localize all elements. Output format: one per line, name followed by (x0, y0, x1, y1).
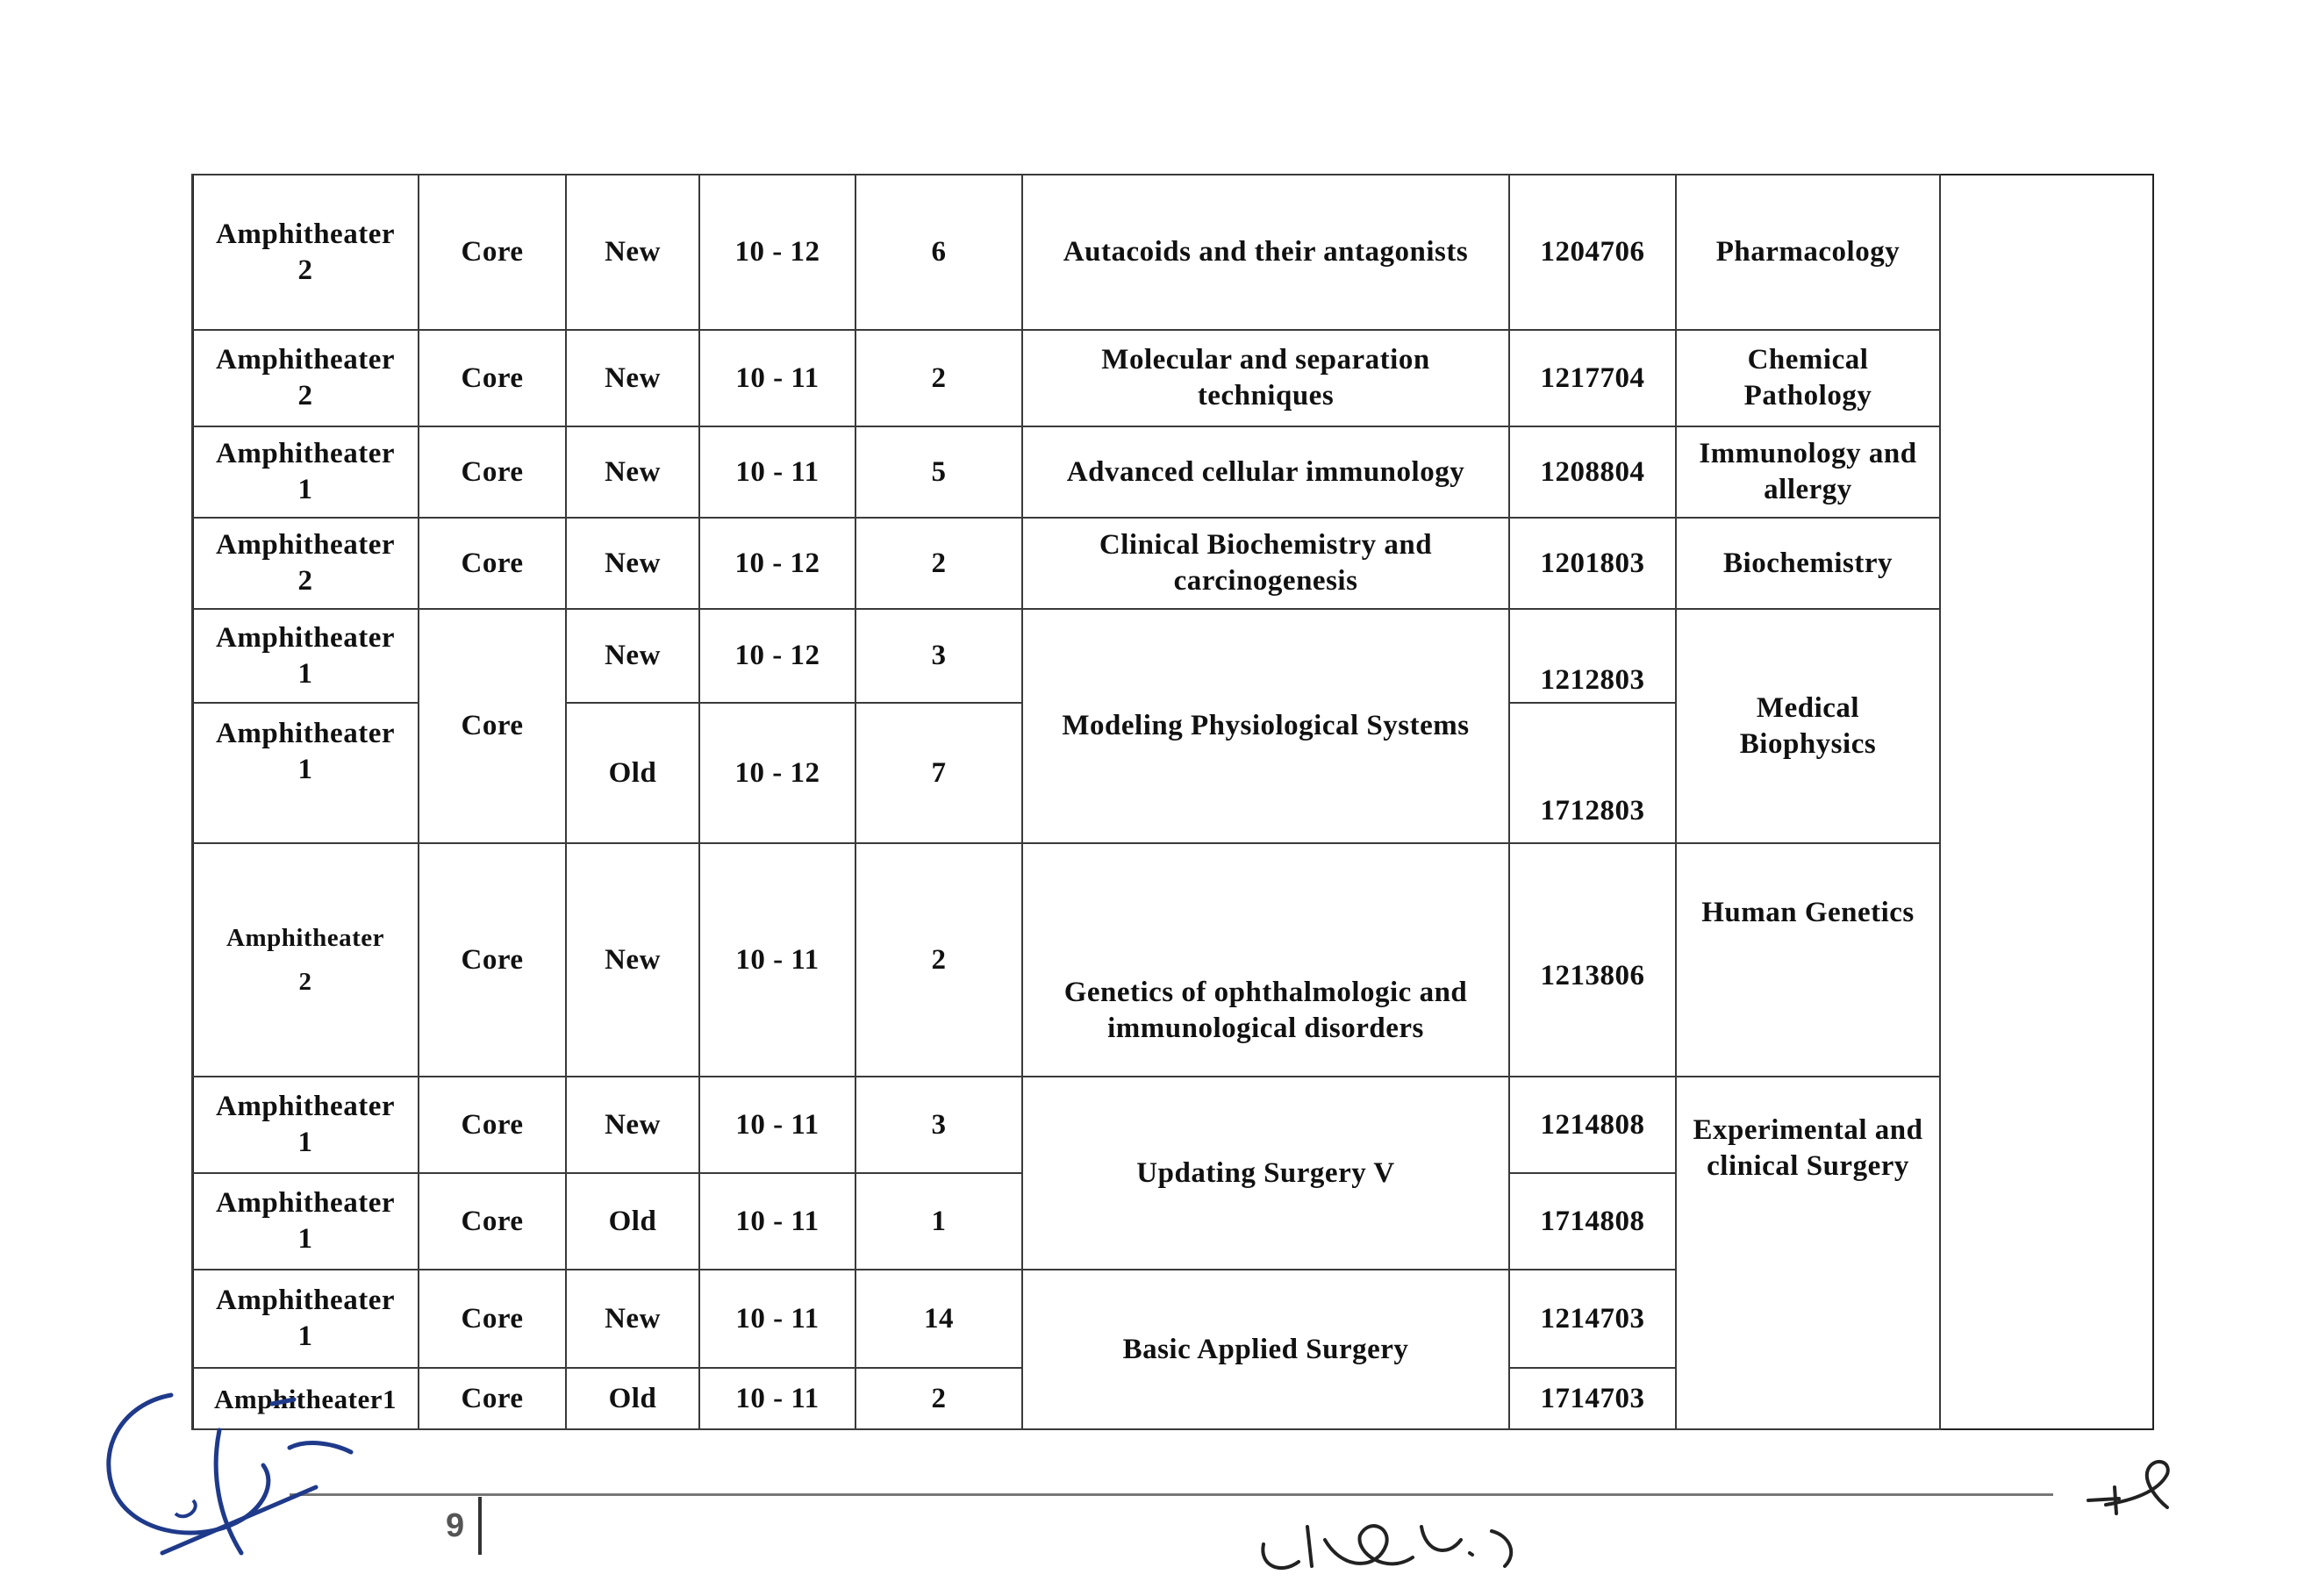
type-cell: Core (419, 1368, 566, 1429)
table-row (192, 330, 1940, 426)
count-cell: 3 (855, 1077, 1022, 1173)
time-cell: 10 - 12 (699, 518, 855, 609)
status-cell: Old (566, 1173, 699, 1270)
table-row (192, 1077, 1940, 1173)
course-cell: Genetics of ophthalmologic and immunological disorders (1022, 843, 1509, 1077)
signature-right (2080, 1439, 2185, 1527)
department-cell: Medical Biophysics (1676, 609, 1940, 843)
course-cell: Clinical Biochemistry and carcinogenesis (1022, 518, 1509, 609)
count-cell: 2 (855, 843, 1022, 1077)
course-cell: Molecular and separation techniques (1022, 330, 1509, 426)
status-cell: New (566, 330, 699, 426)
location-cell: Amphitheater 1 (192, 1077, 419, 1173)
time-cell: 10 - 11 (699, 426, 855, 518)
type-cell: Core (419, 175, 566, 330)
time-cell: 10 - 11 (699, 1270, 855, 1368)
footer-rule (290, 1493, 2053, 1496)
type-cell: Core (419, 518, 566, 609)
time-cell: 10 - 11 (699, 1368, 855, 1429)
count-cell: 2 (855, 518, 1022, 609)
status-cell: New (566, 175, 699, 330)
location-cell: Amphitheater 2 (192, 518, 419, 609)
status-cell: New (566, 426, 699, 518)
time-cell: 10 - 11 (699, 843, 855, 1077)
status-cell: New (566, 1077, 699, 1173)
type-cell: Core (419, 1173, 566, 1270)
status-cell: New (566, 1270, 699, 1368)
location-cell: Amphitheater 2 (192, 330, 419, 426)
department-cell: Chemical Pathology (1676, 330, 1940, 426)
schedule-table (191, 174, 1941, 1430)
time-cell: 10 - 11 (699, 1077, 855, 1173)
count-cell: 2 (855, 330, 1022, 426)
type-cell: Core (419, 1077, 566, 1173)
department-cell: Biochemistry (1676, 518, 1940, 609)
table-row (192, 175, 1940, 330)
status-cell: Old (566, 1368, 699, 1429)
location-cell: Amphitheater 1 (192, 609, 419, 703)
code-cell: 1201803 (1509, 518, 1676, 609)
status-cell: New (566, 518, 699, 609)
code-cell: 1212803 (1509, 609, 1676, 703)
code-cell: 1714808 (1509, 1173, 1676, 1270)
table-row (192, 609, 1940, 703)
empty-right-column (1939, 174, 2144, 1428)
page-number: 9 (446, 1507, 465, 1544)
course-cell: Advanced cellular immunology (1022, 426, 1509, 518)
time-cell: 10 - 12 (699, 175, 855, 330)
code-cell: 1214703 (1509, 1270, 1676, 1368)
course-cell: Basic Applied Surgery (1022, 1270, 1509, 1429)
table-row (192, 426, 1940, 518)
type-cell: Core (419, 1270, 566, 1368)
count-cell: 6 (855, 175, 1022, 330)
count-cell: 2 (855, 1368, 1022, 1429)
count-cell: 1 (855, 1173, 1022, 1270)
table-row (192, 843, 1940, 1077)
count-cell: 5 (855, 426, 1022, 518)
count-cell: 3 (855, 609, 1022, 703)
type-cell: Core (419, 426, 566, 518)
count-cell: 7 (855, 703, 1022, 843)
time-cell: 10 - 11 (699, 1173, 855, 1270)
status-cell: New (566, 843, 699, 1077)
table-row (192, 518, 1940, 609)
count-cell: 14 (855, 1270, 1022, 1368)
location-cell: Amphitheater 1 (192, 1173, 419, 1270)
code-cell: 1204706 (1509, 175, 1676, 330)
code-cell: 1714703 (1509, 1368, 1676, 1429)
code-cell: 1213806 (1509, 843, 1676, 1077)
type-cell: Core (419, 843, 566, 1077)
course-cell: Modeling Physiological Systems (1022, 609, 1509, 843)
status-cell: Old (566, 703, 699, 843)
code-cell: 1712803 (1509, 703, 1676, 843)
department-cell: Immunology and allergy (1676, 426, 1940, 518)
location-cell: Amphitheater 1 (192, 703, 419, 843)
department-cell: Pharmacology (1676, 175, 1940, 330)
signature-center (1246, 1492, 1535, 1588)
time-cell: 10 - 12 (699, 703, 855, 843)
location-cell: Amphitheater 2 (192, 175, 419, 330)
time-cell: 10 - 11 (699, 330, 855, 426)
page-number-divider (478, 1497, 482, 1555)
code-cell: 1214808 (1509, 1077, 1676, 1173)
status-cell: New (566, 609, 699, 703)
type-cell: Core (419, 330, 566, 426)
type-cell: Core (419, 609, 566, 843)
code-cell: 1217704 (1509, 330, 1676, 426)
course-cell: Updating Surgery V (1022, 1077, 1509, 1270)
location-cell: Amphitheater 1 (192, 1270, 419, 1368)
department-cell: Experimental and clinical Surgery (1676, 1077, 1940, 1429)
course-cell: Autacoids and their antagonists (1022, 175, 1509, 330)
location-cell: Amphitheater 1 (192, 426, 419, 518)
location-cell: Amphitheater 2 (192, 843, 419, 1077)
signature-left (88, 1369, 369, 1579)
time-cell: 10 - 12 (699, 609, 855, 703)
location-cell: Amphitheater1 (192, 1368, 419, 1429)
code-cell: 1208804 (1509, 426, 1676, 518)
department-cell: Human Genetics (1676, 843, 1940, 1077)
